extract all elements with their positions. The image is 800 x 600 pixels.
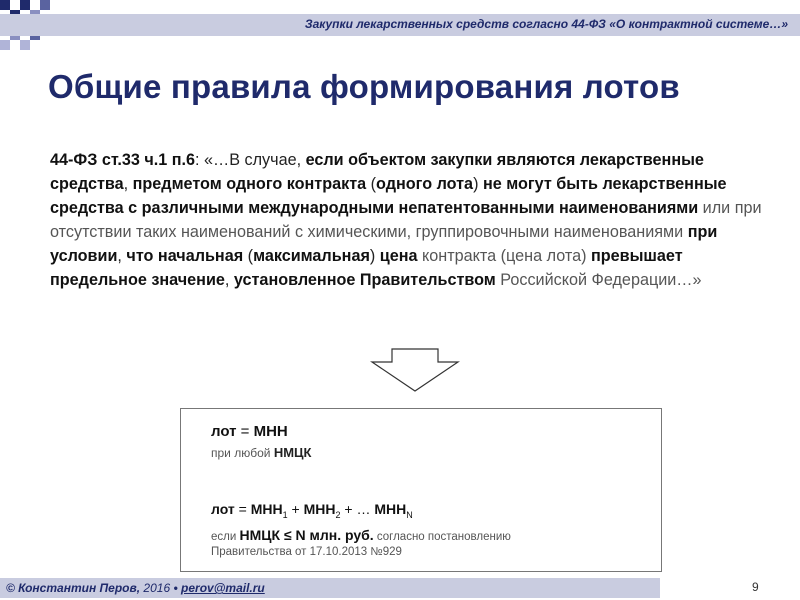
- rule-formula: [211, 501, 413, 520]
- quote-text: контракта (цена лота): [417, 247, 591, 265]
- rule-condition: [211, 527, 511, 543]
- law-quote: [50, 148, 770, 292]
- any-prefix: при любой: [211, 446, 271, 460]
- quote-text: ,: [224, 271, 234, 289]
- slide-title: Общие правила формирования лотов: [48, 68, 680, 105]
- nmck-label: НМЦК: [273, 445, 312, 460]
- formula-mnn: МНН: [250, 501, 283, 517]
- rule-any-nmck: [211, 445, 311, 460]
- page-number: 9: [752, 580, 759, 594]
- formula-subscript: 2: [335, 509, 341, 520]
- quote-bold: если объектом закупки являются лекарственные средства: [50, 151, 704, 193]
- quote-bold: максимальная: [253, 247, 370, 265]
- quote-bold: установленное Правительством: [233, 271, 496, 289]
- condition-prefix: если: [211, 531, 237, 543]
- quote-bold: не могут быть лекарственные средства с различными международными непатентованными наименованиями: [50, 175, 727, 217]
- lot-label: лот: [211, 423, 237, 440]
- quote-bold: что начальная: [126, 247, 244, 265]
- equals-sign: =: [240, 423, 250, 440]
- quote-bold: предметом одного контракта: [132, 175, 367, 193]
- formula-mnn: МНН: [303, 501, 336, 517]
- footer-separator: •: [173, 581, 178, 595]
- footer-email-link[interactable]: perov@mail.ru: [181, 581, 265, 595]
- quote-text: или при отсутствии таких наименований с химическими, группировочными наименованиями: [50, 199, 762, 241]
- quote-text: ,: [123, 175, 133, 193]
- formula-eq: =: [238, 501, 247, 517]
- rule-box: [180, 408, 662, 572]
- rule-lot-mnn: [211, 423, 288, 440]
- condition-bold: НМЦК ≤ N млн. руб.: [239, 527, 374, 543]
- footer-year: 2016: [143, 581, 171, 595]
- header-title: Закупки лекарственных средств согласно 44-ФЗ «О контрактной системе…»: [304, 17, 788, 31]
- mnn-label: МНН: [253, 423, 288, 440]
- rule-government-decree: Правительства от 17.10.2013 №929: [211, 546, 402, 558]
- down-arrow-icon: [370, 348, 460, 392]
- formula-lot: лот: [211, 501, 235, 517]
- formula-subscript: N: [406, 509, 413, 520]
- quote-bold: при условии: [50, 223, 718, 265]
- quote-text: ): [369, 247, 380, 265]
- quote-text: (: [243, 247, 254, 265]
- quote-bold: цена: [379, 247, 418, 265]
- formula-plus: + …: [344, 501, 371, 517]
- formula-plus: +: [291, 501, 300, 517]
- formula-subscript: 1: [282, 509, 288, 520]
- footer-author: © Константин Перов,: [6, 581, 141, 595]
- quote-text: Российской Федерации…»: [495, 271, 702, 289]
- quote-text: ,: [117, 247, 127, 265]
- quote-bold: превышает предельное значение: [50, 247, 683, 289]
- quote-bold: одного лота: [376, 175, 474, 193]
- footer-text: [6, 581, 265, 595]
- condition-suffix: согласно постановлению: [376, 531, 511, 543]
- quote-text: : «…В случае,: [195, 151, 306, 169]
- quote-text: ): [473, 175, 483, 193]
- formula-mnn: МНН: [374, 501, 407, 517]
- quote-text: (: [366, 175, 377, 193]
- law-reference: 44-ФЗ ст.33 ч.1 п.6: [50, 151, 196, 169]
